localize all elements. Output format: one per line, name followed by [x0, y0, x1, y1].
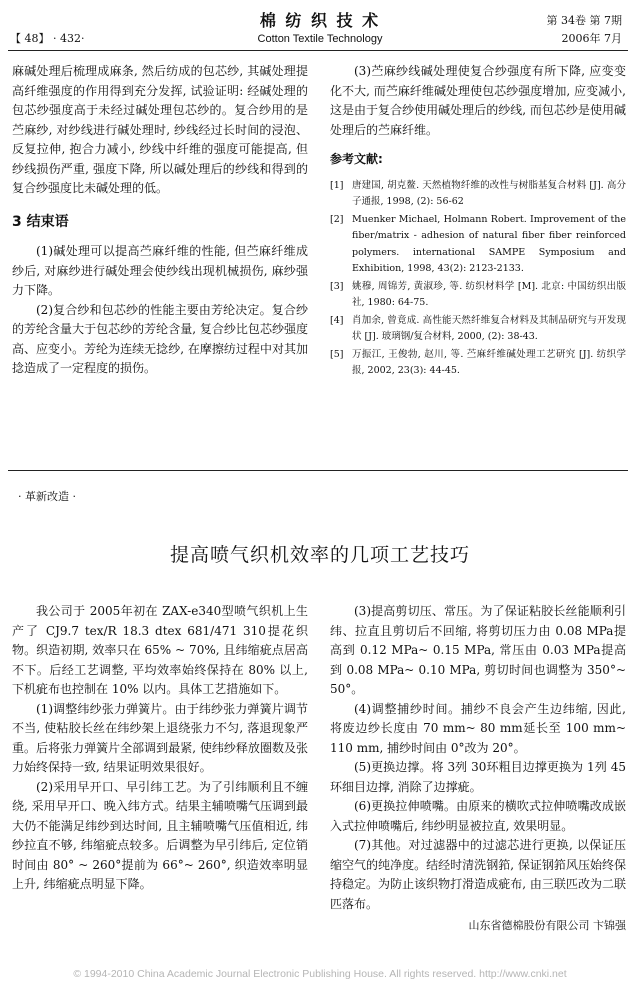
reference-number: [4] — [330, 314, 344, 326]
bottom-right-column — [330, 602, 626, 936]
issue-date: 2006年 7月 — [561, 32, 622, 45]
volume-issue: 第 34卷 第 7期 — [546, 14, 622, 27]
reference-text: 万振江, 王俊勃, 赵川, 等. 苎麻纤维碱处理工艺研究 [J]. 纺织学报, 2002, 23(3): 44-45. — [352, 348, 626, 376]
conclusion-3: (3)苎麻纱线碱处理使复合纱强度有所下降, 应变变化不大, 而苎麻纤维碱处理使包芯纱强度增加, 应变减小, 这是由于复合纱使用碱处理后的纱线, 而包芯纱是使用碱处理后的苎麻纤维。 — [330, 64, 626, 137]
reference-item — [330, 347, 626, 380]
reference-text: 肖加余, 曾竟成. 高性能天然纤维复合材料及其制品研究与开发现状 [J]. 玻璃钢/复合材料, 2000, (2): 38-43. — [352, 314, 626, 342]
bottom-left-column — [12, 602, 308, 895]
measure-3: (3)提高剪切压、常压。为了保证粘胶长丝能顺利引纬、拉直且剪切后不回缩, 将剪切压力由 0.08 MPa提高到 0.12 MPa~ 0.15 MPa, 常压由 0.03 MPa提高到 0.08 MPa~ 0.10 MPa, 剪切时间也调整为 350°~ 50°。 — [330, 604, 626, 696]
section-rule — [8, 470, 628, 471]
reference-number: [5] — [330, 348, 344, 360]
measure-7: (7)其他。对过滤器中的过滤芯进行更换, 以保证压缩空气的纯净度。结经时清洗钢筘, 保证钢筘风压始终保持稳定。为防止该织物打滑造成疵布, 由三联匹改为二联匹落布。 — [330, 838, 626, 911]
conclusion-2: (2)复合纱和包芯纱的性能主要由芳纶决定。复合纱的芳纶含量大于包芯纱的芳纶含量, 复合纱比包芯纱强度高、应变小。芳纶为连续无捻纱, 在摩擦纺过程中对其加捻造成了一定程度的损伤。 — [12, 302, 308, 375]
page-marker: 【 48】 · 432· — [10, 32, 85, 45]
reference-item — [330, 212, 626, 278]
reference-number: [1] — [330, 179, 344, 191]
reference-text: 姚穆, 周锦芳, 黄淑珍, 等. 纺织材料学 [M]. 北京: 中国纺织出版社, 1980: 64-75. — [352, 280, 626, 308]
conclusion-1: (1)碱处理可以提高苎麻纤维的性能, 但苎麻纤维成纱后, 对麻纱进行碱处理会使纱线出现机械损伤, 麻纱强力下降。 — [12, 244, 308, 297]
header-rule — [8, 50, 628, 51]
article-title: 提高喷气织机效率的几项工艺技巧 — [169, 544, 470, 566]
measure-2: (2)采用早开口、早引纬工艺。为了引纬顺利且不缠绕, 采用早开口、晚入纬方式。结果主辅喷嘴气压调到最大仍不能满足纬纱到达时间, 且主辅喷嘴气压值相近, 纬纱拉直不够, 纬缩疵点较多。后调整为早引纬后, 定位销时间由 80° ~ 260°提前为 66°~ 260°, 织造效率明显上升, 纬缩疵点明显下降。 — [12, 779, 308, 891]
column-tag: · 革新改造 · — [18, 490, 76, 503]
references-title: 参考文献: — [330, 152, 383, 166]
reference-number: [3] — [330, 280, 344, 292]
intro-paragraph: 我公司于 2005年初在 ZAX-e340型喷气织机上生产了 CJ9.7 tex/R 18.3 dtex 681/471 310提花织物。织造初期, 效率只在 65% ~ 70%, 且纬缩疵点居高不下。后经工艺调整, 平均效率始终保持在 80% 以上, 下机疵布也控制在 10% 以内。具体工艺措施如下。 — [12, 604, 308, 696]
measure-4: (4)调整捕纱时间。捕纱不良会产生边纬缩, 因此, 将废边纱长度由 70 mm~ 80 mm延长至 100 mm~ 110 mm, 捕纱时间由 0°改为 20°。 — [330, 701, 626, 755]
reference-item — [330, 279, 626, 312]
copyright-footer: © 1994-2010 China Academic Journal Electronic Publishing House. All rights reserved. http://www.cnki.net — [73, 968, 567, 980]
reference-item — [330, 178, 626, 211]
top-left-column — [12, 62, 308, 379]
top-right-column — [330, 62, 626, 381]
paragraph: 麻碱处理后梳理成麻条, 然后纺成的包芯纱, 其碱处理提高纤维强度的作用得到充分发挥, 试验证明: 经碱处理的包芯纱强度高于未经过碱处理包芯纱的。复合纱用的是苎麻纱, 对纱线进行碱处理时, 纱线经过长时间的浸泡、反复拉伸, 抱合力减小, 纱线中纤维的强度可能提高, 但纱线损伤严重, 强度下降, 所以碱处理后的纱线和得到的复合纱强度比未碱处理的低。 — [12, 64, 308, 195]
journal-header — [0, 8, 640, 45]
reference-number: [2] — [330, 213, 344, 225]
section-title: 3 结束语 — [12, 213, 69, 230]
measure-6: (6)更换拉伸喷嘴。由原来的横吹式拉伸喷嘴改成嵌入式拉伸喷嘴后, 纬纱明显被拉直, 效果明显。 — [330, 799, 626, 833]
references-list — [330, 178, 626, 380]
reference-text: Muenker Michael, Holmann Robert. Improvement of the fiber/matrix - adhesion of natural fiber fiber reinforced polymers. international SAMPE Symposium and Exhibition, 1998, 43(2): 2123-2133. — [352, 213, 626, 274]
journal-title-en: Cotton Textile Technology — [257, 33, 383, 45]
issue-info — [547, 12, 623, 48]
measure-1: (1)调整纬纱张力弹簧片。由于纬纱张力弹簧片调节不当, 使粘胶长丝在纬纱架上退绕张力不匀, 落退现象严重。后将张力弹簧片全部调到最紧, 使纬纱释放圈数及张力始终保持一致, 结果证明效果很好。 — [12, 701, 308, 774]
measure-5: (5)更换边撑。将 3列 30环粗目边撑更换为 1列 45环细目边撑, 消除了边撑疵。 — [330, 760, 626, 794]
journal-title-cn: 棉 纺 织 技 术 — [259, 11, 381, 30]
author-line: 山东省德棉股份有限公司 卞锦强 — [468, 919, 626, 932]
reference-text: 唐建国, 胡克鳌. 天然植物纤维的改性与树脂基复合材料 [J]. 高分子通报, 1998, (2): 56-62 — [352, 179, 626, 207]
reference-item — [330, 313, 626, 346]
